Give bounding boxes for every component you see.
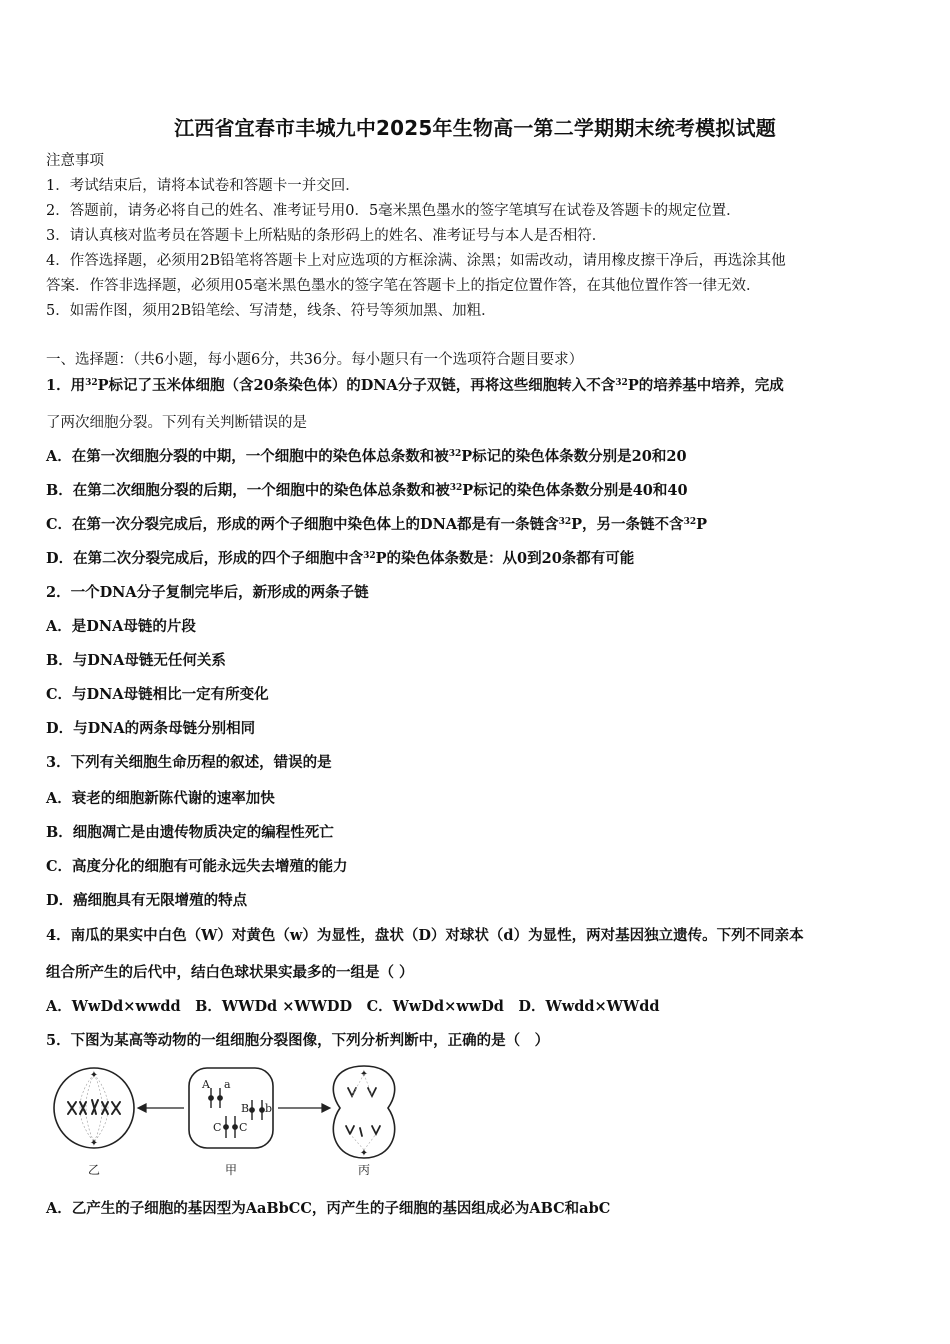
notice-item: 5．如需作图，须用2B铅笔绘、写清楚，线条、符号等须加黑、加粗． — [46, 303, 496, 319]
q2-option-d: D．与DNA的两条母链分别相同 — [46, 720, 256, 737]
notice-item: 4．作答选择题，必须用2B铅笔将答题卡上对应选项的方框涂满、涂黑；如需改动，请用橡皮擦干净后，再选涂其他 — [46, 253, 786, 269]
q1-stem-part: P的培养基中培养，完成 — [627, 377, 784, 394]
gene-label: C — [239, 1121, 248, 1134]
option-text: P，另一条链不含 — [571, 516, 684, 533]
notice-item: 2．答题前，请务必将自己的姓名、准考证号用0．5毫米黑色墨水的签字笔填写在试卷及答题卡的规定位置． — [46, 203, 741, 219]
svg-text:✦: ✦ — [359, 1069, 369, 1080]
svg-text:✦: ✦ — [89, 1070, 99, 1081]
svg-text:✦: ✦ — [89, 1138, 99, 1149]
gene-label: A — [202, 1078, 210, 1091]
q2-option-a: A．是DNA母链的片段 — [46, 618, 196, 635]
notice-item: 1．考试结束后，请将本试卷和答题卡一并交回． — [46, 178, 360, 194]
option-text: A．在第一次细胞分裂的中期，一个细胞中的染色体总条数和被 — [46, 448, 449, 465]
cell-bing — [333, 1066, 394, 1159]
q5-stem: 5．下图为某高等动物的一组细胞分裂图像，下列分析判断中，正确的是（ ） — [46, 1032, 550, 1049]
arrow-icon — [138, 1104, 330, 1112]
option-text: P标记的染色体条数分别是20和20 — [461, 448, 687, 465]
isotope-superscript: 32 — [363, 551, 376, 561]
notice-item: 答案．作答非选择题，必须用05毫米黑色墨水的签字笔在答题卡上的指定位置作答，在其他位置作答一律无效． — [46, 278, 761, 294]
q1-stem-part: 1．用 — [46, 377, 86, 394]
q4-stem-line1: 4．南瓜的果实中白色（W）对黄色（w）为显性，盘状（D）对球状（d）为显性，两对基因独立遗传。下列不同亲本 — [46, 927, 804, 944]
gene-label: b — [265, 1102, 273, 1115]
q2-option-c: C．与DNA母链相比一定有所变化 — [46, 686, 269, 703]
q1-option-a — [46, 447, 687, 467]
q5-option-a: A．乙产生的子细胞的基因型为AaBbCC，丙产生的子细胞的基因组成必为ABC和abC — [46, 1200, 611, 1217]
isotope-superscript: 32 — [448, 449, 462, 459]
q4-options: A．WwDd×wwdd B．WWDd ×WWDD C．WwDd×wwDd D．Wwdd×WWdd — [46, 998, 660, 1015]
cell-jia — [189, 1068, 273, 1148]
q1-option-c — [46, 515, 707, 535]
cell-yi — [54, 1068, 134, 1149]
option-text: D．在第二次分裂完成后，形成的四个子细胞中含 — [46, 550, 364, 567]
q1-stem-line2: 了两次细胞分裂。下列有关判断错误的是 — [46, 415, 307, 431]
figure-label: 乙 — [87, 1163, 101, 1177]
notice-item: 3．请认真核对监考员在答题卡上所粘贴的条形码上的姓名、准考证号与本人是否相符． — [46, 228, 607, 244]
option-text: B．在第二次细胞分裂的后期，一个细胞中的染色体总条数和被 — [46, 482, 450, 499]
option-text: P — [696, 516, 707, 533]
cell-division-figure — [46, 1058, 416, 1180]
option-text: P标记的染色体条数分别是40和40 — [462, 482, 688, 499]
svg-text:✦: ✦ — [359, 1148, 369, 1159]
isotope-superscript: 32 — [449, 483, 463, 493]
q3-option-c: C．高度分化的细胞有可能永远失去增殖的能力 — [46, 858, 348, 875]
section-heading: 一、选择题：（共6小题，每小题6分，共36分。每小题只有一个选项符合题目要求） — [46, 352, 584, 368]
option-text: C．在第一次分裂完成后，形成的两个子细胞中染色体上的DNA都是有一条链含 — [46, 516, 559, 533]
exam-title: 江西省宜春市丰城九中2025年生物高一第二学期期末统考模拟试题 — [174, 116, 776, 140]
gene-label: C — [213, 1121, 222, 1134]
q1-option-b — [46, 481, 688, 501]
q2-option-b: B．与DNA母链无任何关系 — [46, 652, 226, 669]
figure-label: 甲 — [224, 1163, 238, 1177]
q1-option-d — [46, 549, 634, 569]
q3-option-d: D．癌细胞具有无限增殖的特点 — [46, 892, 248, 909]
q4-stem-line2: 组合所产生的后代中，结白色球状果实最多的一组是（ ） — [46, 964, 414, 981]
q3-option-b: B．细胞凋亡是由遗传物质决定的编程性死亡 — [46, 824, 334, 841]
q1-stem-part: P标记了玉米体细胞（含20条染色体）的DNA分子双链，再将这些细胞转入不含 — [97, 377, 616, 394]
q3-option-a: A．衰老的细胞新陈代谢的速率加快 — [46, 790, 275, 807]
q3-stem: 3．下列有关细胞生命历程的叙述，错误的是 — [46, 754, 332, 771]
notice-heading: 注意事项 — [46, 153, 104, 169]
option-text: P的染色体条数是：从0到20条都有可能 — [375, 550, 635, 567]
isotope-superscript: 32 — [85, 378, 98, 388]
isotope-superscript: 32 — [683, 517, 697, 527]
q1-stem-line1 — [46, 376, 784, 396]
gene-label: a — [224, 1078, 231, 1091]
gene-label: B — [241, 1102, 250, 1115]
q2-stem: 2．一个DNA分子复制完毕后，新形成的两条子链 — [46, 584, 369, 601]
figure-label: 丙 — [357, 1163, 371, 1177]
isotope-superscript: 32 — [558, 517, 572, 527]
isotope-superscript: 32 — [615, 378, 628, 388]
